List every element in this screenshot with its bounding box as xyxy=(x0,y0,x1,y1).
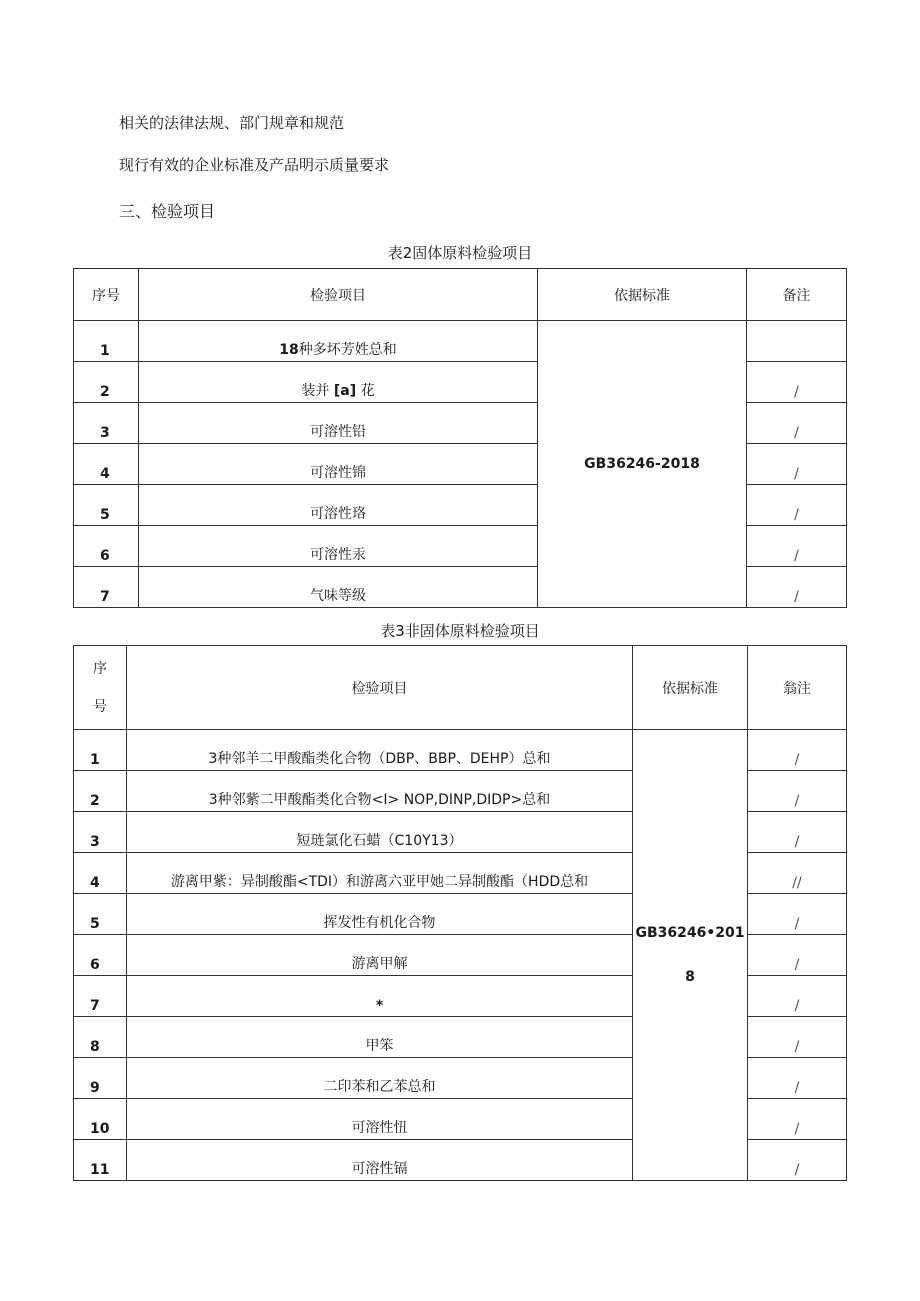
row-item: 气味等级 xyxy=(139,567,538,608)
row-item: 可溶性镉 xyxy=(127,1140,633,1181)
row-seq: 1 xyxy=(74,730,127,771)
row-item: 可溶性铅 xyxy=(139,403,538,444)
row-note: / xyxy=(747,403,847,444)
row-seq: 6 xyxy=(74,935,127,976)
row-note: / xyxy=(747,485,847,526)
row-note: / xyxy=(748,1058,847,1099)
row-seq: 5 xyxy=(74,485,139,526)
table-nonsolid-materials xyxy=(73,645,847,1181)
row-note: / xyxy=(748,1099,847,1140)
row-item-bold: [a] xyxy=(333,383,357,399)
row-seq: 10 xyxy=(74,1099,127,1140)
row-note: / xyxy=(748,771,847,812)
row-seq: 7 xyxy=(74,567,139,608)
row-seq: 3 xyxy=(74,403,139,444)
row-item: 挥发性有机化合物 xyxy=(127,894,633,935)
row-item: 3种邻羊二甲酸酯类化合物（DBP、BBP、DEHP）总和 xyxy=(127,730,633,771)
table3-header-item: 检验项目 xyxy=(127,646,633,730)
table3-standard-a: GB36246•201 xyxy=(635,925,745,941)
table2-header-seq: 序号 xyxy=(74,269,139,321)
table3-header-seq-a: 序 xyxy=(93,660,107,677)
table3-header-row xyxy=(74,646,847,730)
row-seq: 11 xyxy=(74,1140,127,1181)
row-item-pre: 装并 xyxy=(301,383,330,399)
row-item: * xyxy=(127,976,633,1017)
table2-header-note: 备注 xyxy=(747,269,847,321)
row-note: / xyxy=(748,1017,847,1058)
table3-header-std: 依据标准 xyxy=(633,646,748,730)
row-note: / xyxy=(747,444,847,485)
row-seq: 9 xyxy=(74,1058,127,1099)
row-note xyxy=(747,321,847,362)
row-seq: 3 xyxy=(74,812,127,853)
table-row xyxy=(74,730,847,771)
table3-header-seq xyxy=(74,646,127,730)
row-item: 游离甲解 xyxy=(127,935,633,976)
row-item: 甲笨 xyxy=(127,1017,633,1058)
row-note: / xyxy=(747,567,847,608)
row-note: / xyxy=(748,812,847,853)
table2-header-std: 依据标准 xyxy=(538,269,747,321)
table3-standard-b: 8 xyxy=(685,969,695,985)
row-note: // xyxy=(748,853,847,894)
row-item: 可溶性锦 xyxy=(139,444,538,485)
row-seq: 4 xyxy=(74,853,127,894)
row-note: / xyxy=(748,1140,847,1181)
row-seq: 2 xyxy=(74,362,139,403)
section-heading: 三、检验项目 xyxy=(119,202,216,221)
row-item-text: 花 xyxy=(360,383,375,399)
row-item: 可溶性珞 xyxy=(139,485,538,526)
row-item: 短琏氯化石蜡（C10Y13） xyxy=(127,812,633,853)
table2-caption: 表2固体原料检验项目 xyxy=(387,244,533,262)
row-seq: 7 xyxy=(74,976,127,1017)
intro-line-laws: 相关的法律法规、部门规章和规范 xyxy=(119,114,345,132)
row-item: 可溶性汞 xyxy=(139,526,538,567)
table-row xyxy=(74,321,847,362)
intro-line-standards: 现行有效的企业标准及产品明示质量要求 xyxy=(119,156,390,174)
row-seq: 1 xyxy=(74,321,139,362)
table2-header-row xyxy=(74,269,847,321)
row-item: 游离甲紫：异制酸酯<TDI）和游离六亚甲她二异制酸酯（HDD总和 xyxy=(127,853,633,894)
row-item: 3种邻紫二甲酸酯类化合物<I> NOP,DINP,DIDP>总和 xyxy=(127,771,633,812)
row-seq: 8 xyxy=(74,1017,127,1058)
table3-header-note: 翁注 xyxy=(748,646,847,730)
row-item-text: 种多坏芳姓总和 xyxy=(298,342,397,358)
row-note: / xyxy=(748,894,847,935)
table-solid-materials xyxy=(73,268,847,608)
row-seq: 6 xyxy=(74,526,139,567)
row-note: / xyxy=(747,526,847,567)
row-note: / xyxy=(748,935,847,976)
row-note: / xyxy=(747,362,847,403)
row-item xyxy=(139,321,538,362)
table3-caption: 表3非固体原料检验项目 xyxy=(380,622,540,640)
row-seq: 5 xyxy=(74,894,127,935)
table3-standard xyxy=(633,730,748,1181)
row-note: / xyxy=(748,730,847,771)
row-note: / xyxy=(748,976,847,1017)
row-item-bold: 18 xyxy=(279,342,299,358)
row-item xyxy=(139,362,538,403)
row-seq: 4 xyxy=(74,444,139,485)
row-seq: 2 xyxy=(74,771,127,812)
table3-header-seq-b: 号 xyxy=(93,698,107,715)
table2-header-item: 检验项目 xyxy=(139,269,538,321)
row-item: 可溶性忸 xyxy=(127,1099,633,1140)
table2-standard: GB36246-2018 xyxy=(538,321,747,608)
row-item: 二印苯和乙苯总和 xyxy=(127,1058,633,1099)
